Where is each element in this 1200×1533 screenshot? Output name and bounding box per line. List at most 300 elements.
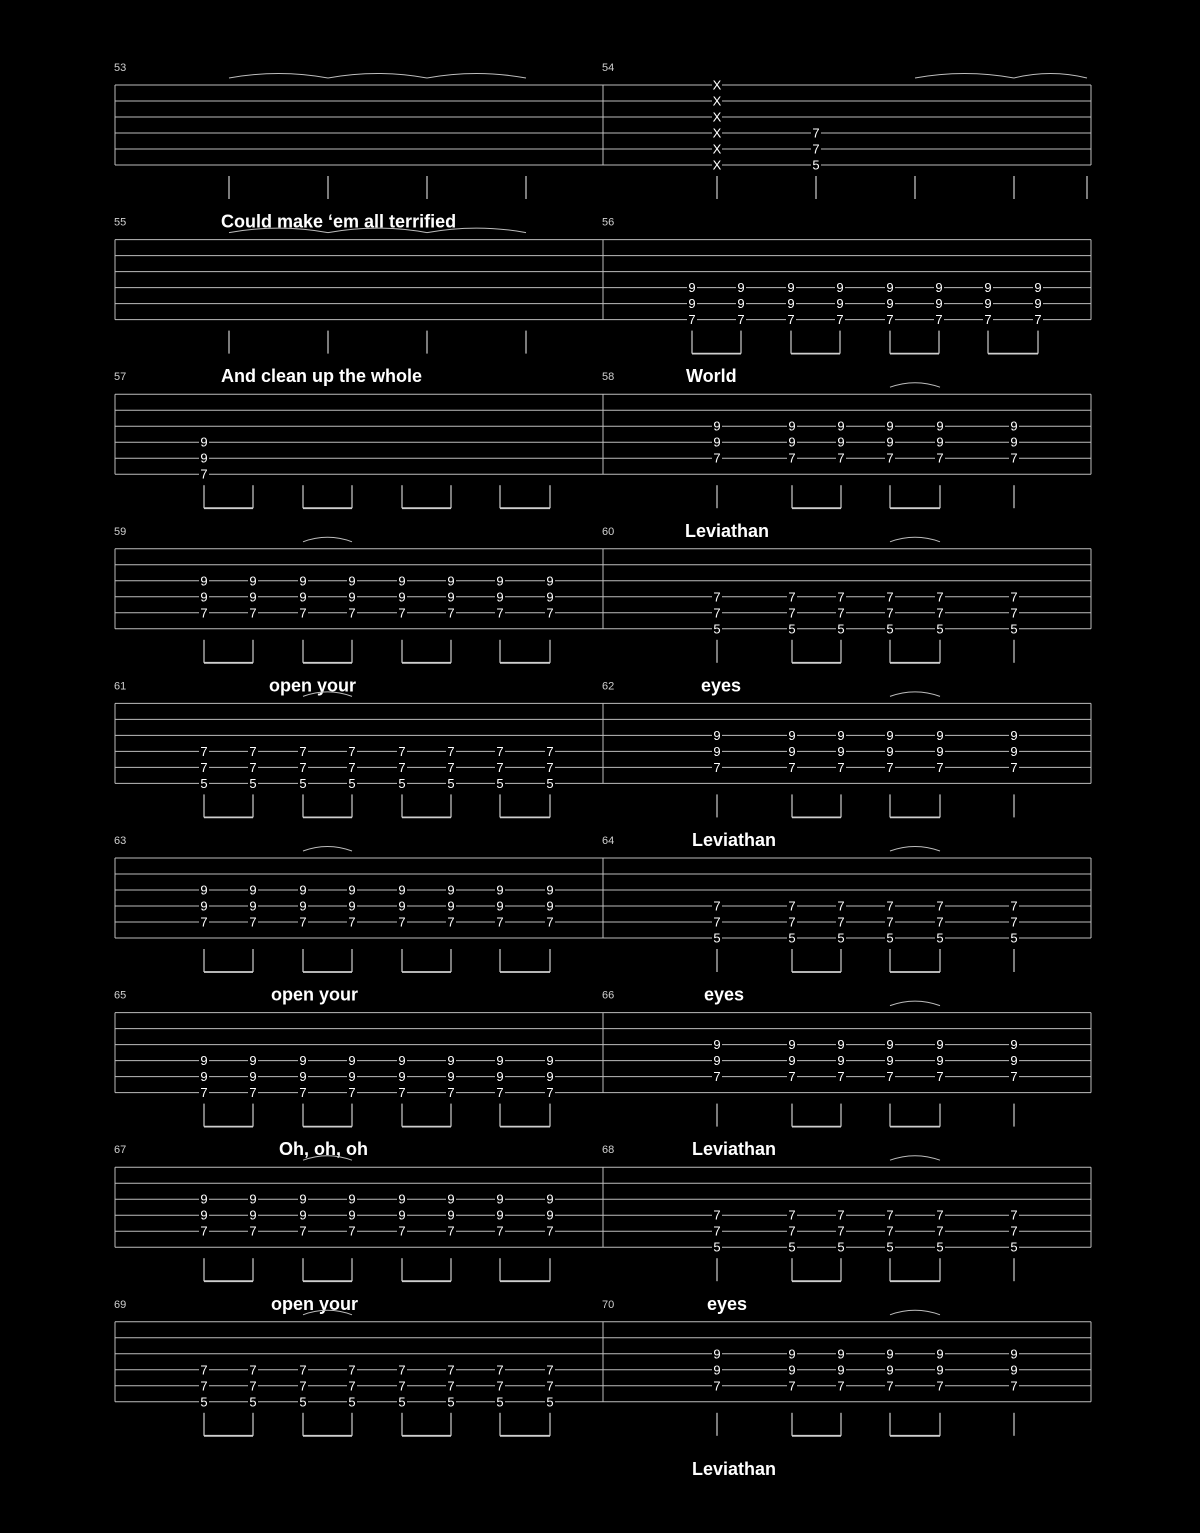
- fret-number: 7: [447, 914, 455, 930]
- fret-number: 7: [348, 1378, 356, 1394]
- fret-number: 9: [398, 1191, 406, 1207]
- fret-number: 9: [787, 280, 795, 296]
- tie-arc: [890, 847, 940, 852]
- fret-number: 9: [886, 743, 894, 759]
- fret-number: 5: [546, 1394, 554, 1410]
- tie-arc: [890, 537, 940, 542]
- fret-number: 7: [398, 1223, 406, 1239]
- fret-number: 9: [936, 434, 944, 450]
- fret-number: 9: [249, 573, 257, 589]
- fret-number: 7: [299, 1085, 307, 1101]
- fret-number: 9: [200, 589, 208, 605]
- fret-number: 9: [447, 1069, 455, 1085]
- fret-number: 9: [447, 1053, 455, 1069]
- fret-number: 7: [1010, 1223, 1018, 1239]
- fret-number: 9: [788, 434, 796, 450]
- fret-number: 9: [447, 898, 455, 914]
- fret-number: 9: [788, 743, 796, 759]
- fret-number: 9: [200, 1207, 208, 1223]
- fret-number: 7: [348, 759, 356, 775]
- fret-number: 7: [299, 1378, 307, 1394]
- fret-number: 7: [936, 605, 944, 621]
- fret-number: 5: [886, 930, 894, 946]
- tab-system: [114, 366, 1091, 508]
- fret-number: 9: [200, 1191, 208, 1207]
- fret-number: 9: [936, 727, 944, 743]
- fret-number: 9: [200, 434, 208, 450]
- fret-number: 5: [788, 1239, 796, 1255]
- fret-number: 9: [200, 882, 208, 898]
- fret-number: 9: [837, 727, 845, 743]
- fret-number: 7: [1010, 450, 1018, 466]
- fret-number: 7: [935, 312, 943, 328]
- measure: [114, 985, 555, 1127]
- fret-number: 9: [1034, 280, 1042, 296]
- fret-number: 7: [837, 1207, 845, 1223]
- fret-number: 7: [886, 898, 894, 914]
- fret-number: 9: [398, 882, 406, 898]
- fret-number: 9: [688, 280, 696, 296]
- measure: [602, 217, 1043, 354]
- fret-number: 9: [1010, 418, 1018, 434]
- fret-number: 7: [348, 1223, 356, 1239]
- fret-number: 7: [299, 914, 307, 930]
- fret-number: 7: [713, 914, 721, 930]
- fret-number: 7: [713, 589, 721, 605]
- measure-number: 61: [114, 680, 127, 693]
- measure: [114, 1294, 555, 1436]
- fret-number: 5: [936, 930, 944, 946]
- fret-number: 9: [200, 1053, 208, 1069]
- fret-number: 7: [788, 1069, 796, 1085]
- lyric: Oh, oh, oh: [279, 1139, 368, 1160]
- fret-number: 7: [788, 1207, 796, 1223]
- fret-number: 5: [713, 621, 721, 637]
- measure-number: 69: [114, 1298, 127, 1311]
- fret-number: 9: [299, 1191, 307, 1207]
- fret-number: 9: [398, 573, 406, 589]
- fret-number: 5: [348, 1394, 356, 1410]
- tie-arc: [890, 1156, 940, 1161]
- final-lyric: Leviathan: [692, 1459, 777, 1479]
- fret-number: 9: [546, 882, 554, 898]
- measure-number: 54: [602, 62, 615, 74]
- fret-number: 9: [788, 418, 796, 434]
- fret-number: 7: [713, 1223, 721, 1239]
- fret-number: 9: [788, 1346, 796, 1362]
- fret-number: 5: [1010, 621, 1018, 637]
- fret-number: 7: [1010, 1207, 1018, 1223]
- measure-number: 62: [602, 680, 615, 693]
- measure-number: 66: [602, 989, 615, 1002]
- fret-number: 5: [249, 775, 257, 791]
- fret-number: 9: [299, 882, 307, 898]
- fret-number: 7: [299, 605, 307, 621]
- tie-arc: [915, 74, 1014, 79]
- fret-number: 7: [812, 125, 820, 141]
- lyric: eyes: [701, 675, 742, 696]
- fret-number: 9: [886, 296, 894, 312]
- measure: [602, 62, 1087, 199]
- fret-number: 9: [299, 1069, 307, 1085]
- measure: [114, 366, 550, 508]
- fret-number: 9: [546, 589, 554, 605]
- fret-number: 9: [200, 450, 208, 466]
- fret-number: 7: [496, 1223, 504, 1239]
- fret-number: 9: [886, 1037, 894, 1053]
- fret-number: 9: [886, 727, 894, 743]
- measure-number: 56: [602, 216, 615, 229]
- fret-number: 9: [837, 1053, 845, 1069]
- fret-number: 7: [886, 914, 894, 930]
- dead-note: X: [712, 93, 722, 109]
- fret-number: 9: [348, 1053, 356, 1069]
- fret-number: 7: [713, 605, 721, 621]
- fret-number: 7: [936, 450, 944, 466]
- measure-number: 70: [602, 1298, 615, 1311]
- fret-number: 7: [398, 1362, 406, 1378]
- measure-number: 59: [114, 525, 127, 538]
- fret-number: 9: [348, 573, 356, 589]
- dead-note: X: [712, 141, 722, 157]
- fret-number: 5: [447, 775, 455, 791]
- tie-arc: [427, 74, 526, 79]
- measure: [602, 830, 1019, 972]
- fret-number: 9: [936, 1037, 944, 1053]
- fret-number: 7: [936, 589, 944, 605]
- lyric: World: [686, 366, 737, 387]
- fret-number: 7: [788, 898, 796, 914]
- fret-number: 7: [1010, 589, 1018, 605]
- fret-number: 9: [299, 589, 307, 605]
- fret-number: 7: [398, 914, 406, 930]
- fret-number: 9: [299, 1207, 307, 1223]
- fret-number: 7: [788, 450, 796, 466]
- fret-number: 5: [788, 930, 796, 946]
- tie-arc: [890, 692, 940, 697]
- fret-number: 9: [546, 1053, 554, 1069]
- fret-number: 7: [496, 759, 504, 775]
- fret-number: 9: [737, 280, 745, 296]
- measure-number: 64: [602, 835, 615, 847]
- fret-number: 9: [496, 1053, 504, 1069]
- fret-number: 7: [398, 605, 406, 621]
- fret-number: 7: [713, 759, 721, 775]
- fret-number: 7: [200, 1223, 208, 1239]
- fret-number: 7: [249, 759, 257, 775]
- fret-number: 9: [1010, 743, 1018, 759]
- tie-arc: [303, 847, 352, 852]
- fret-number: 9: [935, 296, 943, 312]
- fret-number: 9: [249, 589, 257, 605]
- fret-number: 9: [249, 1053, 257, 1069]
- fret-number: 5: [200, 775, 208, 791]
- measure: [602, 521, 1019, 663]
- measure-number: 68: [602, 1144, 615, 1157]
- tab-system: [114, 830, 1091, 972]
- fret-number: 5: [249, 1394, 257, 1410]
- fret-number: 7: [886, 759, 894, 775]
- fret-number: 7: [200, 1085, 208, 1101]
- fret-number: 9: [936, 743, 944, 759]
- fret-number: 5: [496, 1394, 504, 1410]
- fret-number: 9: [837, 1037, 845, 1053]
- fret-number: 9: [1010, 1053, 1018, 1069]
- fret-number: 9: [984, 296, 992, 312]
- fret-number: 7: [936, 759, 944, 775]
- fret-number: 7: [249, 1378, 257, 1394]
- fret-number: 9: [713, 727, 721, 743]
- fret-number: 7: [787, 312, 795, 328]
- fret-number: 7: [713, 1207, 721, 1223]
- fret-number: 7: [936, 1223, 944, 1239]
- fret-number: 9: [200, 1069, 208, 1085]
- fret-number: 7: [836, 312, 844, 328]
- fret-number: 7: [200, 466, 208, 482]
- fret-number: 7: [936, 1207, 944, 1223]
- fret-number: 7: [984, 312, 992, 328]
- fret-number: 7: [1010, 605, 1018, 621]
- fret-number: 7: [496, 1362, 504, 1378]
- fret-number: 9: [788, 1037, 796, 1053]
- fret-number: 9: [398, 898, 406, 914]
- fret-number: 9: [713, 434, 721, 450]
- measure: [602, 985, 1019, 1127]
- fret-number: 5: [496, 775, 504, 791]
- lyric: Leviathan: [685, 520, 770, 541]
- fret-number: 7: [837, 605, 845, 621]
- fret-number: 9: [886, 418, 894, 434]
- fret-number: 7: [1010, 1069, 1018, 1085]
- fret-number: 5: [886, 1239, 894, 1255]
- fret-number: 9: [546, 898, 554, 914]
- fret-number: 9: [496, 1069, 504, 1085]
- measure: [114, 835, 555, 972]
- fret-number: 5: [546, 775, 554, 791]
- fret-number: 9: [737, 296, 745, 312]
- fret-number: 7: [837, 1069, 845, 1085]
- fret-number: 9: [348, 1069, 356, 1085]
- fret-number: 9: [496, 898, 504, 914]
- tab-systems: [114, 62, 1091, 1436]
- fret-number: 7: [398, 1085, 406, 1101]
- fret-number: 9: [348, 1207, 356, 1223]
- measure-number: 63: [114, 835, 127, 847]
- fret-number: 7: [546, 759, 554, 775]
- lyric: And clean up the whole: [221, 366, 423, 387]
- measure: [114, 526, 555, 663]
- fret-number: 9: [200, 573, 208, 589]
- fret-number: 7: [447, 1362, 455, 1378]
- fret-number: 7: [447, 1378, 455, 1394]
- fret-number: 7: [348, 914, 356, 930]
- fret-number: 7: [886, 1207, 894, 1223]
- fret-number: 5: [886, 621, 894, 637]
- tie-arc: [1014, 74, 1087, 79]
- measure-number: 57: [114, 371, 127, 384]
- fret-number: 7: [249, 1223, 257, 1239]
- fret-number: 9: [1010, 1037, 1018, 1053]
- lyric: open your: [269, 675, 357, 696]
- fret-number: 7: [299, 743, 307, 759]
- fret-number: 7: [348, 743, 356, 759]
- fret-number: 9: [886, 1346, 894, 1362]
- fret-number: 7: [1010, 1378, 1018, 1394]
- fret-number: 9: [496, 882, 504, 898]
- fret-number: 5: [447, 1394, 455, 1410]
- fret-number: 9: [496, 1207, 504, 1223]
- fret-number: 7: [249, 914, 257, 930]
- fret-number: 9: [788, 727, 796, 743]
- fret-number: 7: [688, 312, 696, 328]
- fret-number: 7: [546, 1378, 554, 1394]
- fret-number: 9: [348, 898, 356, 914]
- fret-number: 7: [546, 605, 554, 621]
- fret-number: 9: [886, 1362, 894, 1378]
- fret-number: 9: [348, 882, 356, 898]
- fret-number: 7: [496, 914, 504, 930]
- fret-number: 9: [936, 1053, 944, 1069]
- fret-number: 7: [398, 759, 406, 775]
- tie-arc: [303, 537, 352, 542]
- tab-system: [114, 212, 1091, 354]
- fret-number: 7: [886, 605, 894, 621]
- fret-number: 7: [249, 743, 257, 759]
- measure: [114, 62, 526, 199]
- fret-number: 7: [837, 759, 845, 775]
- fret-number: 7: [886, 1069, 894, 1085]
- fret-number: 9: [299, 898, 307, 914]
- fret-number: 9: [886, 1053, 894, 1069]
- fret-number: 9: [299, 573, 307, 589]
- fret-number: 9: [713, 1346, 721, 1362]
- fret-number: 7: [837, 898, 845, 914]
- fret-number: 9: [713, 1037, 721, 1053]
- fret-number: 9: [496, 1191, 504, 1207]
- fret-number: 7: [713, 1378, 721, 1394]
- fret-number: 9: [496, 573, 504, 589]
- fret-number: 7: [936, 898, 944, 914]
- fret-number: 7: [546, 1223, 554, 1239]
- fret-number: 9: [1010, 1346, 1018, 1362]
- fret-number: 7: [788, 759, 796, 775]
- measure: [602, 1139, 1019, 1281]
- fret-number: 7: [886, 1223, 894, 1239]
- fret-number: 5: [1010, 930, 1018, 946]
- fret-number: 9: [447, 882, 455, 898]
- fret-number: 7: [348, 1362, 356, 1378]
- tab-system: [114, 521, 1091, 663]
- fret-number: 9: [837, 434, 845, 450]
- fret-number: 7: [1010, 898, 1018, 914]
- lyric: Could make ‘em all terrified: [221, 211, 457, 232]
- fret-number: 9: [1034, 296, 1042, 312]
- fret-number: 7: [249, 605, 257, 621]
- fret-number: 7: [200, 605, 208, 621]
- fret-number: 5: [837, 621, 845, 637]
- fret-number: 7: [812, 141, 820, 157]
- fret-number: 9: [936, 1346, 944, 1362]
- fret-number: 5: [299, 775, 307, 791]
- fret-number: 9: [837, 418, 845, 434]
- fret-number: 7: [200, 1362, 208, 1378]
- tie-arc: [328, 74, 427, 79]
- fret-number: 7: [299, 1223, 307, 1239]
- fret-number: 5: [788, 621, 796, 637]
- tie-arc: [229, 74, 328, 79]
- fret-number: 9: [935, 280, 943, 296]
- fret-number: 9: [713, 743, 721, 759]
- measure: [602, 675, 1019, 817]
- tie-arc: [890, 383, 940, 388]
- fret-number: 9: [398, 1069, 406, 1085]
- fret-number: 9: [688, 296, 696, 312]
- lyric: eyes: [707, 1293, 748, 1314]
- fret-number: 7: [936, 914, 944, 930]
- fret-number: 9: [249, 1207, 257, 1223]
- fret-number: 9: [546, 1191, 554, 1207]
- fret-number: 7: [837, 914, 845, 930]
- fret-number: 7: [447, 743, 455, 759]
- fret-number: 7: [496, 1378, 504, 1394]
- fret-number: 9: [447, 1191, 455, 1207]
- fret-number: 7: [299, 1362, 307, 1378]
- fret-number: 7: [249, 1362, 257, 1378]
- fret-number: 7: [348, 605, 356, 621]
- fret-number: 9: [348, 589, 356, 605]
- fret-number: 9: [249, 898, 257, 914]
- measure: [114, 212, 526, 354]
- fret-number: 9: [496, 589, 504, 605]
- fret-number: 7: [200, 1378, 208, 1394]
- measure-number: 67: [114, 1144, 127, 1157]
- measure: [602, 366, 1019, 508]
- dead-note: X: [712, 125, 722, 141]
- fret-number: 9: [837, 743, 845, 759]
- tab-system: [114, 1139, 1091, 1281]
- fret-number: 7: [200, 759, 208, 775]
- fret-number: 7: [200, 914, 208, 930]
- fret-number: 5: [713, 1239, 721, 1255]
- fret-number: 9: [249, 1069, 257, 1085]
- fret-number: 9: [837, 1346, 845, 1362]
- fret-number: 7: [249, 1085, 257, 1101]
- dead-note: X: [712, 157, 722, 173]
- fret-number: 7: [788, 1378, 796, 1394]
- fret-number: 5: [348, 775, 356, 791]
- lyric: Leviathan: [692, 830, 777, 850]
- fret-number: 9: [398, 1207, 406, 1223]
- fret-number: 7: [837, 589, 845, 605]
- fret-number: 9: [1010, 1362, 1018, 1378]
- fret-number: 9: [398, 1053, 406, 1069]
- tab-system: [114, 675, 1091, 817]
- fret-number: 7: [447, 1085, 455, 1101]
- fret-number: 7: [496, 605, 504, 621]
- fret-number: 7: [447, 605, 455, 621]
- fret-number: 9: [546, 573, 554, 589]
- fret-number: 5: [837, 1239, 845, 1255]
- fret-number: 5: [200, 1394, 208, 1410]
- fret-number: 9: [713, 1362, 721, 1378]
- fret-number: 9: [447, 589, 455, 605]
- measure-number: 55: [114, 216, 127, 229]
- fret-number: 9: [1010, 434, 1018, 450]
- fret-number: 5: [837, 930, 845, 946]
- fret-number: 7: [886, 450, 894, 466]
- fret-number: 7: [737, 312, 745, 328]
- tab-system: [114, 985, 1091, 1127]
